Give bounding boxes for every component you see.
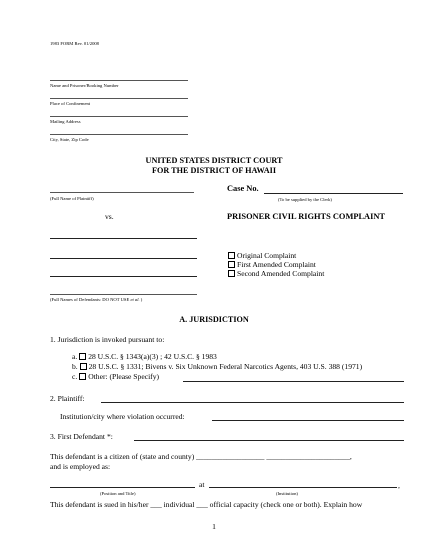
name-caption: Name and Prisoner/Booking Number xyxy=(50,83,119,88)
sued-capacity-text: This defendant is sued in his/her ___ individual ___ official capacity (check one or both). Explain how xyxy=(50,500,363,509)
defendant-field-line-1[interactable] xyxy=(50,238,197,239)
city-caption: City, State, Zip Code xyxy=(50,137,89,142)
defendant-field-line-3[interactable] xyxy=(50,276,197,277)
option-original-label: Original Complaint xyxy=(237,251,297,260)
option-b-text: 28 U.S.C. § 1331; Bivens v. Six Unknown Federal Narcotics Agents, 403 U.S. 388 (1971) xyxy=(88,362,363,371)
option-a-text: 28 U.S.C. § 1343(a)(3) ; 42 U.S.C. § 1983 xyxy=(88,352,217,361)
confinement-caption: Place of Confinement xyxy=(50,101,91,106)
employed-text: and is employed as: xyxy=(50,462,111,471)
option-c-letter: c. xyxy=(72,372,78,381)
q1-label: 1. Jurisdiction is invoked pursuant to: xyxy=(50,335,165,344)
plaintiff-line[interactable] xyxy=(101,402,404,403)
option-first-amended[interactable] xyxy=(228,260,316,269)
clerk-note: (To be supplied by the Clerk) xyxy=(278,197,332,202)
checkbox-icon[interactable] xyxy=(228,252,235,259)
confinement-field-line[interactable] xyxy=(50,98,188,99)
case-no-label: Case No. xyxy=(227,184,259,193)
court-district: FOR THE DISTRICT OF HAWAII xyxy=(151,166,277,175)
checkbox-icon[interactable] xyxy=(79,353,86,360)
comma-mark: , xyxy=(398,481,400,490)
at-label: at xyxy=(199,480,205,489)
option-c-text: Other: (Please Specify) xyxy=(88,372,160,381)
q2-label: 2. Plaintiff: xyxy=(50,394,85,403)
city-field-line[interactable] xyxy=(50,134,188,135)
jurisdiction-option-c[interactable] xyxy=(72,372,159,381)
institution-line[interactable] xyxy=(212,420,404,421)
citizen-text: This defendant is a citizen of (state and county) __________________ ______________________, xyxy=(50,452,352,461)
mailing-field-line[interactable] xyxy=(50,116,188,117)
vs-label: vs. xyxy=(105,212,114,221)
defendants-caption-suffix: ) xyxy=(139,297,143,302)
checkbox-icon[interactable] xyxy=(80,363,87,370)
checkbox-icon[interactable] xyxy=(228,270,235,277)
name-field-line[interactable] xyxy=(50,80,188,81)
first-defendant-line[interactable] xyxy=(134,440,404,441)
other-specify-line[interactable] xyxy=(183,381,404,382)
q3-label: 3. First Defendant *: xyxy=(50,432,113,441)
plaintiff-field-line[interactable] xyxy=(50,192,194,193)
checkbox-icon[interactable] xyxy=(79,373,86,380)
et-al-italic: et al. xyxy=(130,297,140,302)
option-a-letter: a. xyxy=(72,352,78,361)
option-second-amended[interactable] xyxy=(228,269,324,278)
case-no-field-line[interactable] xyxy=(264,193,403,194)
page-number: 1 xyxy=(212,522,216,531)
option-first-amended-label: First Amended Complaint xyxy=(237,260,316,269)
checkbox-icon[interactable] xyxy=(228,261,235,268)
court-name: UNITED STATES DISTRICT COURT xyxy=(145,156,283,165)
section-a-title: A. JURISDICTION xyxy=(179,315,249,324)
defendant-field-line-4[interactable] xyxy=(50,294,197,295)
defendant-field-line-2[interactable] xyxy=(50,258,197,259)
option-original[interactable] xyxy=(228,251,296,260)
form-id: 1983 FORM Rev. 01/2008 xyxy=(50,41,99,46)
institution-caption: (Institution) xyxy=(276,491,298,496)
position-caption: (Position and Title) xyxy=(100,491,136,496)
position-line[interactable] xyxy=(50,487,195,488)
option-b-letter: b. xyxy=(72,362,78,371)
institution-employer-line[interactable] xyxy=(209,487,397,488)
institution-label: Institution/city where violation occurred: xyxy=(60,412,185,421)
defendants-caption xyxy=(50,297,142,302)
mailing-caption: Mailing Address xyxy=(50,119,81,124)
complaint-title: PRISONER CIVIL RIGHTS COMPLAINT xyxy=(227,212,385,221)
jurisdiction-option-a[interactable] xyxy=(72,352,217,361)
jurisdiction-option-b[interactable] xyxy=(72,362,362,371)
plaintiff-caption: (Full Name of Plaintiff) xyxy=(50,196,94,201)
option-second-amended-label: Second Amended Complaint xyxy=(237,269,325,278)
defendants-caption-prefix: (Full Names of Defendants: DO NOT USE xyxy=(50,297,131,302)
